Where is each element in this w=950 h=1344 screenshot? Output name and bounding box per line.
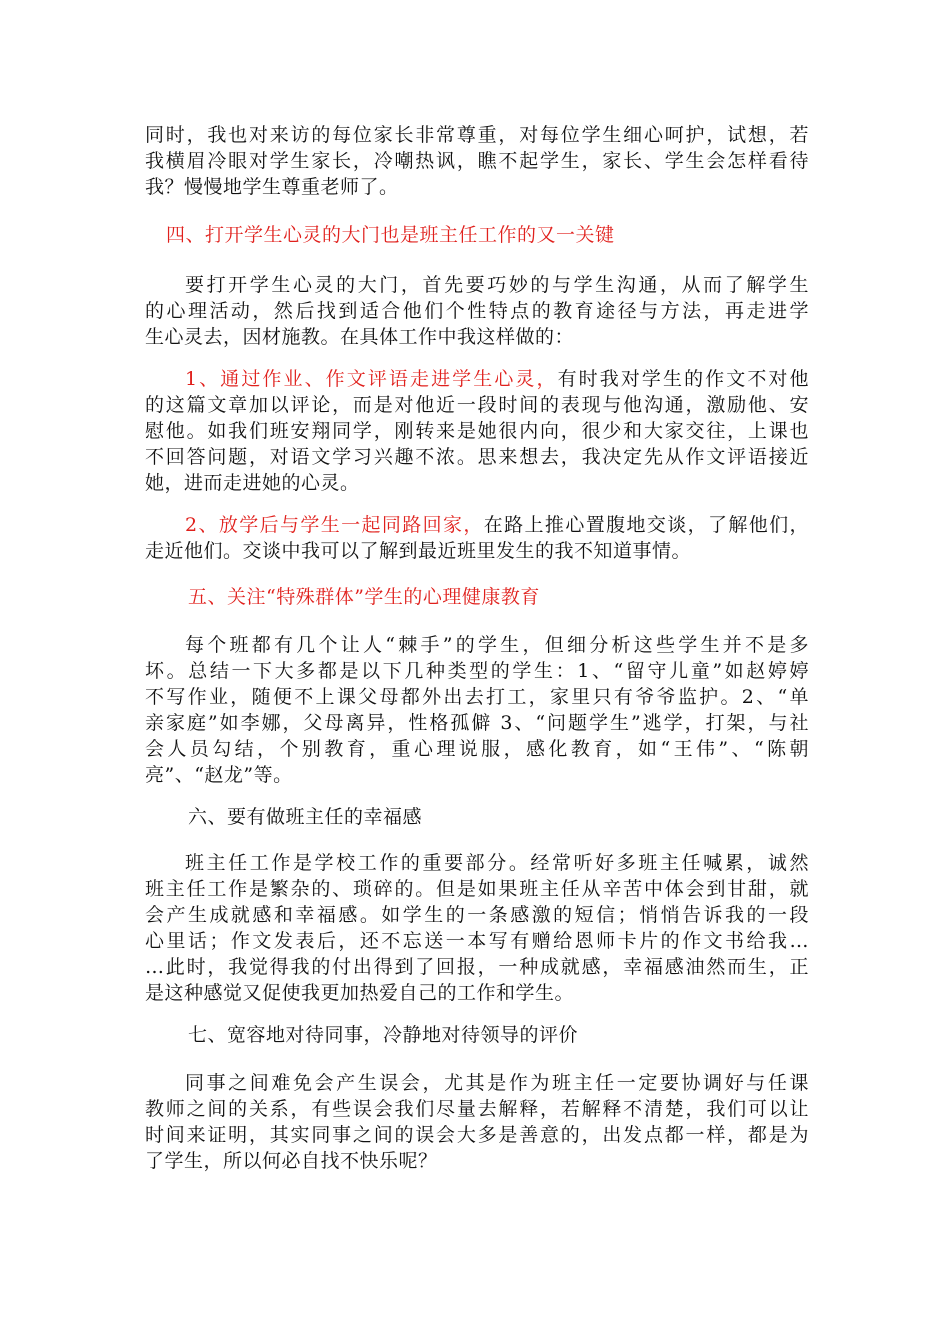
text-line: 同时，我也对来访的每位家长非常尊重，对每位学生细心呵护，试想，若 xyxy=(145,124,809,146)
text-line: 教师之间的关系，有些误会我们尽量去解释，若解释不清楚，我们可以让 xyxy=(145,1098,809,1120)
text-line xyxy=(145,512,809,538)
text-line: 每个班都有几个让人“棘手”的学生，但细分析这些学生并不是多 xyxy=(185,634,809,656)
paragraph-5 xyxy=(145,632,809,788)
text-line: 班主任工作是学校工作的重要部分。经常听好多班主任喊累，诚然 xyxy=(185,852,809,874)
text-line: 不写作业，随便不上课父母都外出去打工，家里只有爷爷监护。2、“单 xyxy=(145,686,809,708)
text-line xyxy=(145,366,809,392)
paragraph-4 xyxy=(145,272,809,350)
text-line: 的这篇文章加以评论，而是对他近一段时间的表现与他沟通，激励他、安 xyxy=(145,394,809,416)
item-1-rest: 有时我对学生的作文不对他 xyxy=(557,368,809,390)
item-2-rest: 在路上推心置腹地交谈，了解他们， xyxy=(483,514,809,536)
text-line: 生心灵去，因材施教。在具体工作中我这样做的： xyxy=(145,326,575,348)
text-line: 慰他。如我们班安翔同学，刚转来是她很内向，很少和大家交往，上课也 xyxy=(145,420,809,442)
text-line: 同事之间难免会产生误会，尤其是作为班主任一定要协调好与任课 xyxy=(185,1072,809,1094)
text-line: 是这种感觉又促使我更加热爱自己的工作和学生。 xyxy=(145,982,575,1004)
text-line: 心里话；作文发表后，还不忘送一本写有赠给恩师卡片的作文书给我… xyxy=(145,930,809,952)
text-line: 时间来证明，其实同事之间的误会大多是善意的，出发点都一样，都是为 xyxy=(145,1124,809,1146)
text-line: 的心理活动，然后找到适合他们个性特点的教育途径与方法，再走进学 xyxy=(145,300,809,322)
text-line: 亮”、“赵龙”等。 xyxy=(145,764,293,786)
text-line: 不回答问题，对语文学习兴趣不浓。思来想去，我决定先从作文评语接近 xyxy=(145,446,809,468)
text-line: 会产生成就感和幸福感。如学生的一条感激的短信；悄悄告诉我的一段 xyxy=(145,904,809,926)
text-line: 了学生，所以何必自找不快乐呢？ xyxy=(145,1150,438,1172)
item-1-title: 1、通过作业、作文评语走进学生心灵， xyxy=(185,368,558,390)
text-line: 坏。总结一下大多都是以下几种类型的学生：1、“留守儿童”如赵婷婷 xyxy=(145,660,809,682)
text-line: 走近他们。交谈中我可以了解到最近班里发生的我不知道事情。 xyxy=(145,540,692,562)
section-heading-7: 七、宽容地对待同事，冷静地对待领导的评价 xyxy=(188,1024,579,1046)
text-line: 班主任工作是繁杂的、琐碎的。但是如果班主任从辛苦中体会到甘甜，就 xyxy=(145,878,809,900)
text-line: 她，进而走进她的心灵。 xyxy=(145,472,360,494)
text-line: 我横眉冷眼对学生家长，冷嘲热讽，瞧不起学生，家长、学生会怎样看待 xyxy=(145,150,809,172)
text-line: 亲家庭”如李娜，父母离异，性格孤僻 3、“问题学生”逃学，打架，与社 xyxy=(145,712,809,734)
list-item-1 xyxy=(145,366,809,496)
paragraph-7 xyxy=(145,1070,809,1174)
paragraph-6 xyxy=(145,850,809,1006)
item-2-title: 2、放学后与学生一起同路回家， xyxy=(185,514,484,536)
list-item-2 xyxy=(145,512,809,564)
text-line: 要打开学生心灵的大门，首先要巧妙的与学生沟通，从而了解学生 xyxy=(185,274,809,296)
text-line: 我？慢慢地学生尊重老师了。 xyxy=(145,176,399,198)
text-line: 会人员勾结，个别教育，重心理说服，感化教育，如“王伟”、“陈朝 xyxy=(145,738,809,760)
section-heading-5: 五、关注“特殊群体”学生的心理健康教育 xyxy=(188,586,540,608)
paragraph-intro xyxy=(145,122,809,200)
section-heading-4: 四、打开学生心灵的大门也是班主任工作的又一关键 xyxy=(166,224,615,246)
text-line: …此时，我觉得我的付出得到了回报，一种成就感，幸福感油然而生，正 xyxy=(145,956,809,978)
section-heading-6: 六、要有做班主任的幸福感 xyxy=(188,806,423,828)
